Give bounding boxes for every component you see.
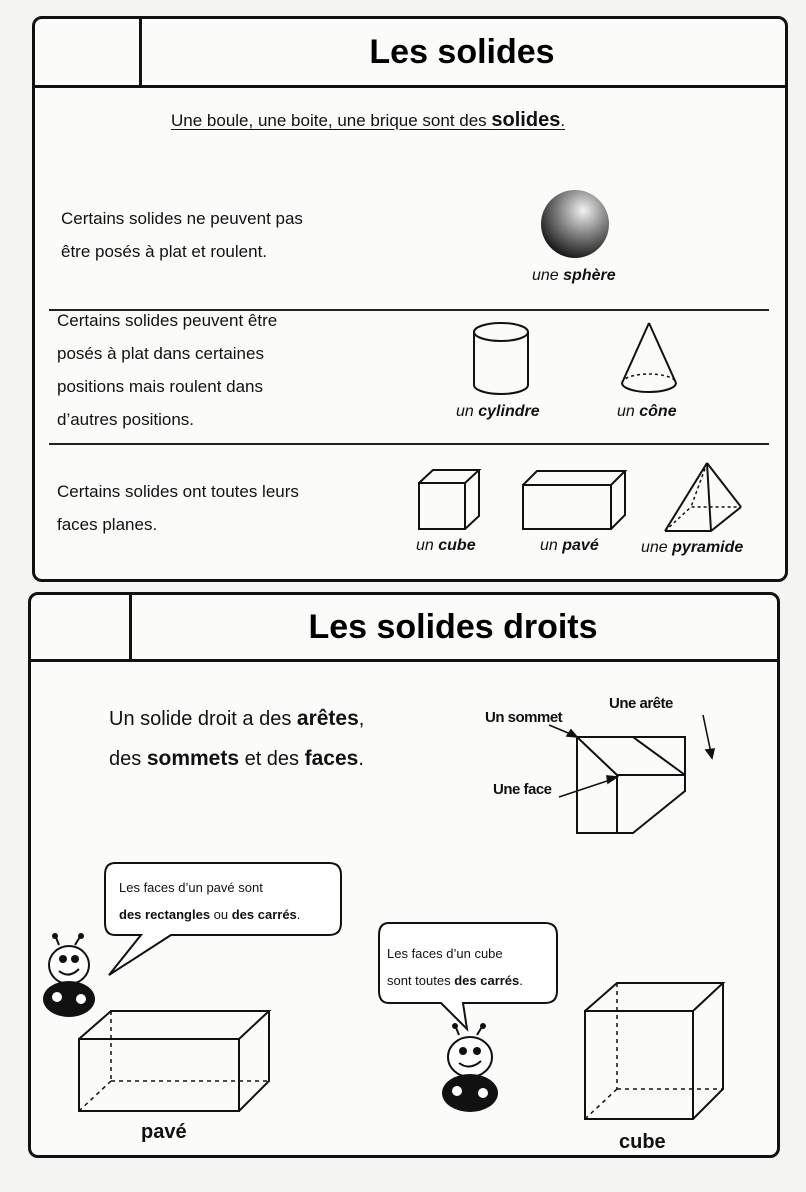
cylinder-icon: [467, 319, 537, 401]
intro-sentence: Une boule, une boite, une brique sont des solides.: [171, 109, 566, 131]
card-header: [31, 595, 777, 662]
annotation-arete: Une arête: [609, 695, 673, 712]
label-cylinder: un cylindre: [456, 403, 540, 420]
speech-bubble-cube-text: Les faces d’un cube sont toutes des carrés.: [387, 946, 523, 988]
annotation-face: Une face: [493, 781, 552, 798]
card-les-solides-droits: [28, 592, 780, 1158]
header-empty-box: [35, 19, 142, 85]
definition-line1: Un solide droit a des arêtes,: [109, 707, 365, 730]
cuboid-icon: [519, 467, 629, 537]
row-divider: [49, 443, 769, 445]
annotation-sommet: Un sommet: [485, 709, 563, 726]
pave-drawing: [75, 1007, 275, 1117]
cone-icon: [617, 319, 687, 401]
definition-text: [109, 699, 364, 779]
card-les-solides: [32, 16, 788, 582]
label-cone: un cône: [617, 403, 677, 420]
cube-drawing: [581, 979, 731, 1129]
label-cube: un cube: [416, 537, 476, 554]
row2-text: Certains solides peuvent être posés à plat dans certaines positions mais roulent dans d’autres positions.: [57, 311, 278, 429]
card-header: [35, 19, 785, 88]
definition-line2: des sommets et des faces.: [109, 747, 364, 770]
pyramid-icon: [661, 459, 747, 537]
label-pave: pavé: [141, 1121, 187, 1143]
speech-bubble-pave-text: Les faces d’un pavé sont des rectangles ou des carrés.: [119, 880, 301, 922]
cube-icon: [415, 467, 485, 537]
label-pyramid: une pyramide: [641, 539, 744, 556]
page-title: Les solides: [369, 32, 555, 71]
row1-text: Certains solides ne peuvent pas être posés à plat et roulent.: [61, 209, 303, 261]
label-cube-drawing: cube: [619, 1131, 666, 1153]
row3-text: Certains solides ont toutes leurs faces planes.: [57, 482, 299, 534]
ladybug-mascot-icon: [435, 1023, 505, 1115]
sphere-icon: [539, 189, 619, 269]
labeled-cube-diagram: [501, 713, 731, 843]
header-empty-box: [31, 595, 132, 659]
label-sphere: une sphère: [532, 267, 616, 284]
label-cuboid: un pavé: [540, 537, 599, 554]
page-title: Les solides droits: [308, 607, 598, 646]
